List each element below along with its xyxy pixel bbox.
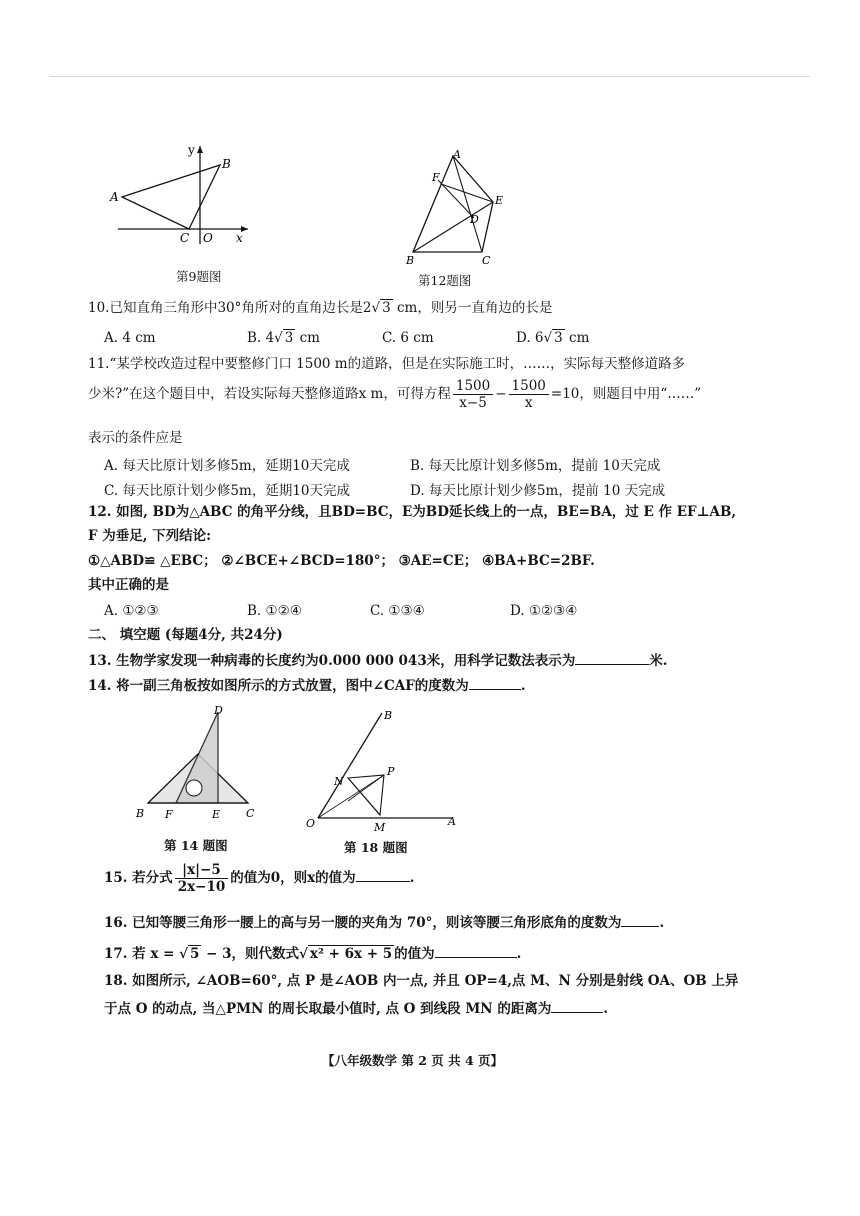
fig12-label-e: E xyxy=(495,194,504,207)
q13: 13. 生物学家发现一种病毒的长度约为0.000 000 043米，用科学记数法表示为 米. xyxy=(88,653,668,669)
q12-option-a: A. ①②③ xyxy=(104,603,159,619)
fig18-caption: 第 18 题图 xyxy=(344,840,408,855)
fig9-label-c: C xyxy=(180,231,190,245)
q10-option-b: B. 4√ 3 cm xyxy=(247,330,320,346)
page-footer: 【八年级数学 第 2 页 共 4 页】 xyxy=(322,1053,504,1068)
fig18-label-m: M xyxy=(374,821,386,834)
fig9-label-y: y xyxy=(188,143,195,157)
header-rule xyxy=(50,76,810,77)
q17: 17. 若 x = √ 5 − 3，则代数式√ x² + 6x + 5 的值为 . xyxy=(104,946,522,962)
fig12-caption: 第12题图 xyxy=(418,273,472,288)
q15-answer-blank[interactable] xyxy=(356,868,410,882)
fig12-label-b: B xyxy=(406,254,415,266)
fig14-caption: 第 14 题图 xyxy=(164,838,228,853)
q11-option-c: C. 每天比原计划少修5m，延期10天完成 xyxy=(104,483,350,499)
fig14-label-f: F xyxy=(165,808,173,821)
q13-answer-blank[interactable] xyxy=(575,651,649,665)
q17-answer-blank[interactable] xyxy=(435,944,517,958)
fig14-label-c: C xyxy=(246,807,255,820)
q12-option-c: C. ①③④ xyxy=(370,603,425,619)
fig9-label-x: x xyxy=(236,231,243,245)
fig9-label-a: A xyxy=(110,190,119,204)
figure-9 xyxy=(108,140,258,248)
q11-line3: 表示的条件应是 xyxy=(88,430,183,446)
q10-option-a: A. 4 cm xyxy=(104,330,156,346)
q14: 14. 将一副三角板按如图所示的方式放置，图中∠CAF的度数为 . xyxy=(88,678,526,694)
figure-18 xyxy=(300,705,470,835)
fig14-label-d: D xyxy=(214,704,223,717)
fig18-label-a: A xyxy=(448,815,456,828)
q11-option-d: D. 每天比原计划少修5m，提前 10 天完成 xyxy=(410,483,666,499)
q18-line2: 于点 O 的动点, 当△PMN 的周长取最小值时, 点 O 到线段 MN 的距离为 . xyxy=(104,1001,609,1017)
q12-option-b: B. ①②④ xyxy=(247,603,302,619)
fig12-label-a: A xyxy=(453,148,461,161)
fig14-label-b: B xyxy=(136,807,145,820)
q12-line4: 其中正确的是 xyxy=(88,577,169,593)
q10-option-c: C. 6 cm xyxy=(382,330,434,346)
figure-14 xyxy=(130,702,260,824)
q11-line2: 少米?”在这个题目中，若设实际每天整修道路x m，可得方程 $\frac{1500}{x-5}$ − $\frac{1500}{x}$ =10，则题目中用“……” xyxy=(88,378,702,411)
fig14-label-e: E xyxy=(212,808,221,821)
q12-line3: ①△ABD≌ △EBC； ②∠BCE+∠BCD=180°； ③AE=CE； ④BA+BC=2BF. xyxy=(88,553,595,569)
q16-answer-blank[interactable] xyxy=(621,913,659,927)
fig12-label-c: C xyxy=(482,254,491,266)
fig9-label-b: B xyxy=(222,157,231,171)
fig12-label-d: D xyxy=(470,213,479,226)
q18-line1: 18. 如图所示, ∠AOB=60°, 点 P 是∠AOB 内一点, 并且 OP=4,点 M、N 分别是射线 OA、OB 上异 xyxy=(104,973,739,989)
fig9-caption: 第9题图 xyxy=(176,269,222,284)
fig18-label-p: P xyxy=(387,765,395,778)
fig12-label-f: F xyxy=(432,171,440,184)
q10-option-d: D. 6√ 3 cm xyxy=(516,330,590,346)
q12-line2: F 为垂足, 下列结论: xyxy=(88,528,212,544)
q10-stem: 10.已知直角三角形中30°角所对的直角边长是2√ 3 cm，则另一直角边的长是 xyxy=(88,300,553,316)
fig18-label-o: O xyxy=(306,817,316,830)
q12-line1: 12. 如图, BD为△ABC 的角平分线，且BD=BC，E为BD延长线上的一点，BE=BA，过 E 作 EF⊥AB, xyxy=(88,504,737,520)
q11-option-b: B. 每天比原计划多修5m，提前 10天完成 xyxy=(410,458,661,474)
q14-answer-blank[interactable] xyxy=(469,676,521,690)
fig18-label-n: N xyxy=(334,775,344,788)
q16: 16. 已知等腰三角形一腰上的高与另一腰的夹角为 70°，则该等腰三角形底角的度数为 . xyxy=(104,915,665,931)
figure-12 xyxy=(398,148,508,266)
q12-option-d: D. ①②③④ xyxy=(510,603,578,619)
fig18-label-b: B xyxy=(384,709,393,722)
q15: 15. 若分式 $\frac{|x|-5}{2x-10}$ 的值为0，则x的值为 . xyxy=(104,862,415,895)
q18-answer-blank[interactable] xyxy=(551,999,603,1013)
q11-line1: 11.“某学校改造过程中要整修门口 1500 m的道路，但是在实际施工时，……，实际每天整修道路多 xyxy=(88,356,686,372)
section-2-heading: 二、 填空题 (每题4分, 共24分) xyxy=(88,627,283,643)
fig9-label-o: O xyxy=(203,231,213,245)
q11-option-a: A. 每天比原计划多修5m，延期10天完成 xyxy=(104,458,350,474)
